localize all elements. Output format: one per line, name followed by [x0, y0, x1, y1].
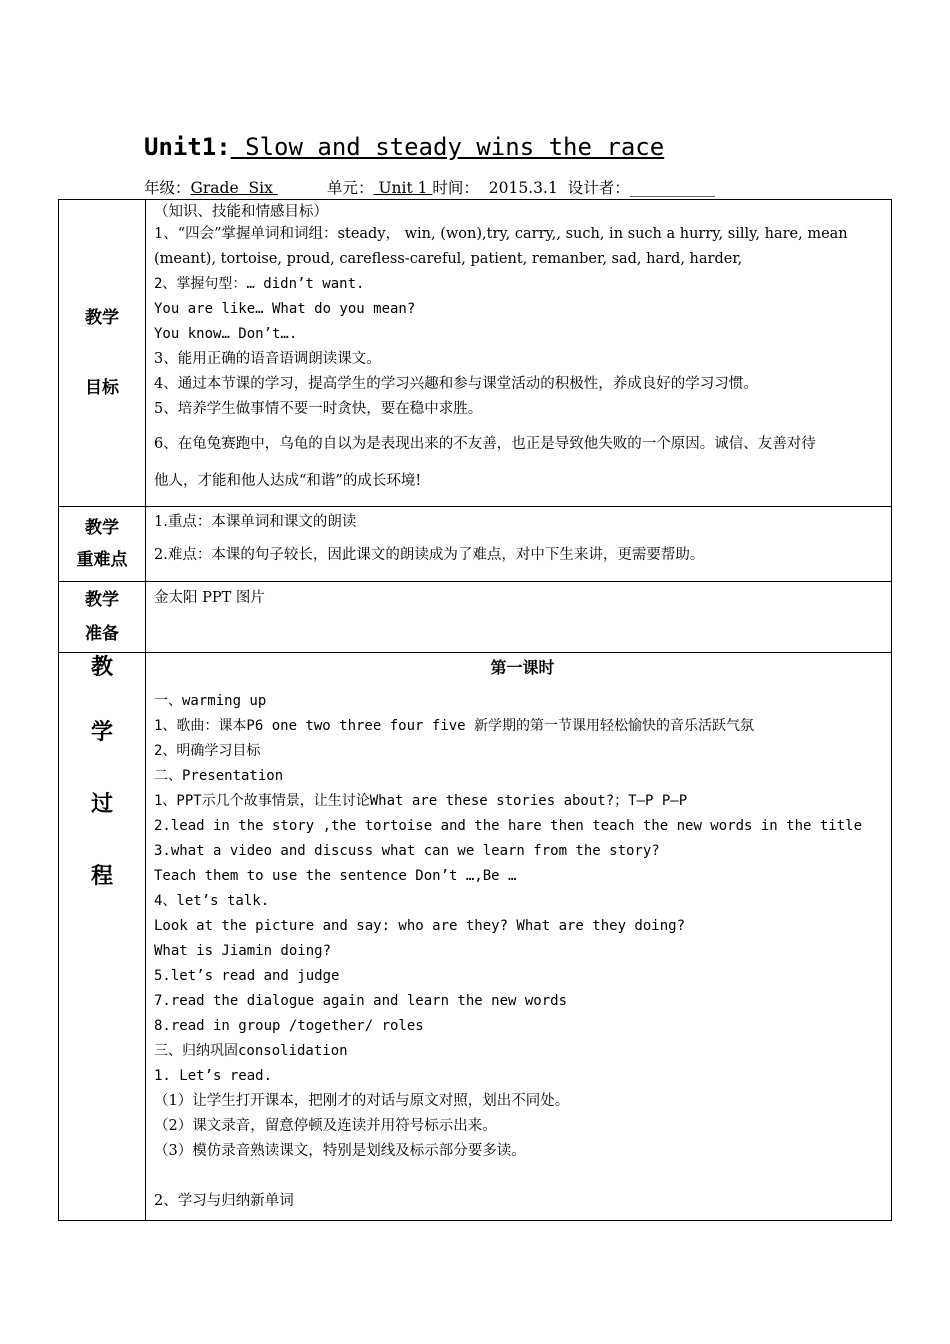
preparation-line: 金太阳 PPT 图片 — [154, 590, 265, 606]
key-points-line: 1.重点：本课单词和课文的朗读 — [154, 514, 357, 530]
objectives-label-top: 教学 — [85, 308, 119, 328]
process-line: （2）课文录音，留意停顿及连读并用符号标示出来。 — [154, 1118, 497, 1134]
process-line: 1、歌曲：课本P6 one two three four five 新学期的第一节课用轻松愉快的音乐活跃气氛 — [154, 718, 755, 734]
objectives-line: You are like… What do you mean? — [154, 301, 416, 317]
title-text: Slow and steady wins the race — [230, 133, 665, 161]
objectives-line: 5、培养学生做事情不要一时贪快，要在稳中求胜。 — [154, 401, 483, 417]
unit-value: Unit 1 — [373, 179, 433, 197]
preparation-label-bottom: 准备 — [85, 624, 119, 644]
objectives-line: 2、掌握句型：… didn’t want. — [154, 276, 365, 292]
process-line: What is Jiamin doing? — [154, 943, 332, 959]
objectives-line: 他人，才能和他人达成“和谐”的成长环境! — [154, 473, 422, 489]
process-label — [59, 653, 146, 1221]
page-title — [144, 133, 664, 161]
objectives-row — [59, 200, 892, 507]
key-points-line: 2.难点：本课的句子较长，因此课文的朗读成为了难点，对中下生来讲，更需要帮助。 — [154, 547, 705, 563]
grade-value: Grade Six — [190, 179, 278, 197]
key-points-label-bottom: 重难点 — [76, 550, 128, 570]
process-line: （3）模仿录音熟读课文，特别是划线及标示部分要多读。 — [154, 1143, 526, 1159]
process-line: 8.read in group /together/ roles — [154, 1018, 424, 1034]
preparation-label — [59, 582, 146, 653]
process-line: Look at the picture and say: who are they? What are they doing? — [154, 918, 686, 934]
unit-label: 单元： — [327, 179, 374, 197]
key-points-label — [59, 507, 146, 582]
process-line: 5.let’s read and judge — [154, 968, 340, 984]
grade-label: 年级： — [144, 179, 191, 197]
time-label: 时间： — [432, 179, 479, 197]
objectives-line: 4、通过本节课的学习，提高学生的学习兴趣和参与课堂活动的积极性，养成良好的学习习惯。 — [154, 376, 758, 392]
objectives-label — [59, 200, 146, 507]
process-label-char: 过 — [90, 792, 113, 817]
process-line — [154, 1164, 891, 1189]
process-line: 2.lead in the story ,the tortoise and the hare then teach the new words in the title — [154, 818, 863, 834]
process-line: 1、PPT示几个故事情景，让生讨论What are these stories about?；T—P P—P — [154, 793, 688, 809]
process-label-char: 程 — [90, 864, 113, 889]
lesson-plan-table — [58, 199, 892, 1221]
process-line: 2、学习与归纳新单词 — [154, 1193, 294, 1209]
lesson-title: 第一课时 — [490, 658, 555, 677]
objectives-content — [146, 200, 892, 507]
process-line: Teach them to use the sentence Don’t …,Be … — [154, 868, 517, 884]
objectives-line: 3、能用正确的语音语调朗读课文。 — [154, 351, 381, 367]
process-label-char: 学 — [90, 720, 113, 745]
process-line: 3.what a video and discuss what can we learn from the story? — [154, 843, 660, 859]
preparation-label-top: 教学 — [85, 590, 119, 610]
key-points-row — [59, 507, 892, 582]
preparation-content — [146, 582, 892, 653]
designer-label: 设计者： — [567, 179, 630, 197]
time-value: 2015.3.1 — [488, 179, 558, 197]
process-label-char: 教 — [90, 655, 113, 680]
objectives-line: You know… Don’t…. — [154, 326, 298, 342]
objectives-line: 6、在龟兔赛跑中，乌龟的自以为是表现出来的不友善，也正是导致他失败的一个原因。诚信、友善对待 — [154, 436, 816, 452]
designer-value: ___________ — [629, 179, 715, 197]
process-content — [146, 653, 892, 1221]
key-points-content — [146, 507, 892, 582]
process-line: 二、Presentation — [154, 768, 284, 784]
process-line: 4、let’s talk. — [154, 893, 270, 909]
process-line: 1. Let’s read. — [154, 1068, 273, 1084]
process-line: （1）让学生打开课本，把刚才的对话与原文对照，划出不同处。 — [154, 1093, 570, 1109]
process-line: 三、归纳巩固consolidation — [154, 1043, 348, 1059]
process-line: 一、warming up — [154, 693, 267, 709]
key-points-label-top: 教学 — [85, 518, 119, 538]
meta-line — [144, 176, 715, 198]
process-line: 7.read the dialogue again and learn the new words — [154, 993, 568, 1009]
objectives-line: 1、“四会”掌握单词和词组：steady， win, (won),try, carry,, such, in such a hurry, silly, hare, mean (meant), tortoise, proud, carefless-careful, patient, remanber, sad, hard, harder, — [154, 226, 848, 267]
objectives-line: （知识、技能和情感目标） — [154, 204, 328, 220]
preparation-row — [59, 582, 892, 653]
process-line: 2、明确学习目标 — [154, 743, 261, 759]
title-prefix: Unit1: — [144, 133, 231, 161]
objectives-label-bottom: 目标 — [85, 378, 119, 398]
process-row — [59, 653, 892, 1221]
